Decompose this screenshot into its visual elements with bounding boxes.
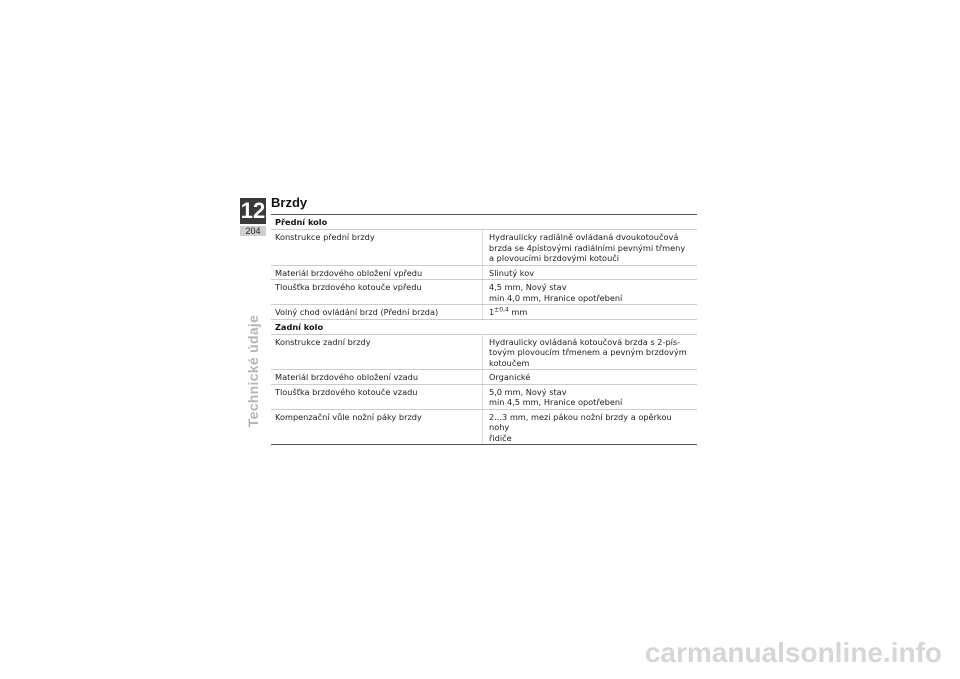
- chapter-side-label: Technické údaje: [245, 314, 261, 428]
- spec-label: Tloušťka brzdového kotouče vzadu: [275, 386, 418, 397]
- spec-label: Kompenzační vůle nožní páky brzdy: [275, 411, 422, 422]
- spec-value-line: Hydraulicky ovládaná kotoučová brzda s 2-pís-: [489, 336, 681, 347]
- table-row: [271, 410, 697, 446]
- spec-value-line: a plovoucími brzdovými kotouči: [489, 253, 620, 263]
- table-row: [271, 280, 697, 305]
- spec-value-line: Hydraulicky radiálně ovládaná dvoukotoučová: [489, 232, 679, 242]
- table-row: [271, 230, 697, 266]
- spec-value: [482, 305, 697, 319]
- brake-spec-table: [271, 214, 697, 445]
- spec-value: [482, 230, 697, 265]
- spec-label: Konstrukce přední brzdy: [275, 232, 375, 242]
- spec-value-line: Organické: [489, 372, 531, 382]
- spec-value-line: brzda se 4pístovými radiálními pevnými třmeny: [489, 242, 686, 253]
- spec-value: [482, 370, 697, 384]
- spec-value-line: Slinutý kov: [489, 267, 535, 278]
- spec-label: Tloušťka brzdového kotouče vpředu: [275, 282, 422, 292]
- spec-label: Materiál brzdového obložení vpředu: [275, 267, 423, 278]
- spec-value-line: min 4,0 mm, Hranice opotřebení: [489, 292, 623, 303]
- spec-value-line: 5,0 mm, Nový stav: [489, 386, 567, 397]
- table-row: [271, 305, 697, 320]
- spec-value-line: min 4,5 mm, Hranice opotřebení: [489, 397, 623, 407]
- table-row: [271, 335, 697, 371]
- spec-label: Volný chod ovládání brzd (Přední brzda): [275, 307, 439, 317]
- group-header-front: Přední kolo: [271, 215, 697, 230]
- play-tolerance: ±0,4: [494, 306, 509, 314]
- spec-value: [482, 266, 697, 280]
- spec-label: Materiál brzdového obložení vzadu: [275, 372, 419, 382]
- table-row: [271, 370, 697, 385]
- group-header-rear: Zadní kolo: [271, 320, 697, 335]
- watermark: carmanualsonline.info: [644, 637, 942, 668]
- play-base: 1: [489, 307, 495, 317]
- spec-value-line: kotoučem: [489, 357, 530, 368]
- spec-value-line: řidiče: [489, 432, 512, 443]
- spec-label: Konstrukce zadní brzdy: [275, 336, 371, 347]
- spec-value: [482, 385, 697, 409]
- spec-value-line: 4,5 mm, Nový stav: [489, 282, 567, 292]
- table-row: [271, 266, 697, 281]
- spec-value: [482, 410, 697, 445]
- page-number: 204: [240, 226, 266, 236]
- section-title: Brzdy: [271, 195, 308, 210]
- spec-value: [482, 280, 697, 304]
- table-row: [271, 385, 697, 410]
- spec-value: [482, 335, 697, 370]
- spec-value-line: 2...3 mm, mezi pákou nožní brzdy a opěrkou nohy: [489, 411, 672, 432]
- spec-value-line: tovým plovoucím třmenem a pevným brzdovým: [489, 347, 687, 357]
- chapter-number: 12: [240, 198, 266, 223]
- spec-value-line: [489, 307, 693, 318]
- play-unit: mm: [511, 307, 528, 317]
